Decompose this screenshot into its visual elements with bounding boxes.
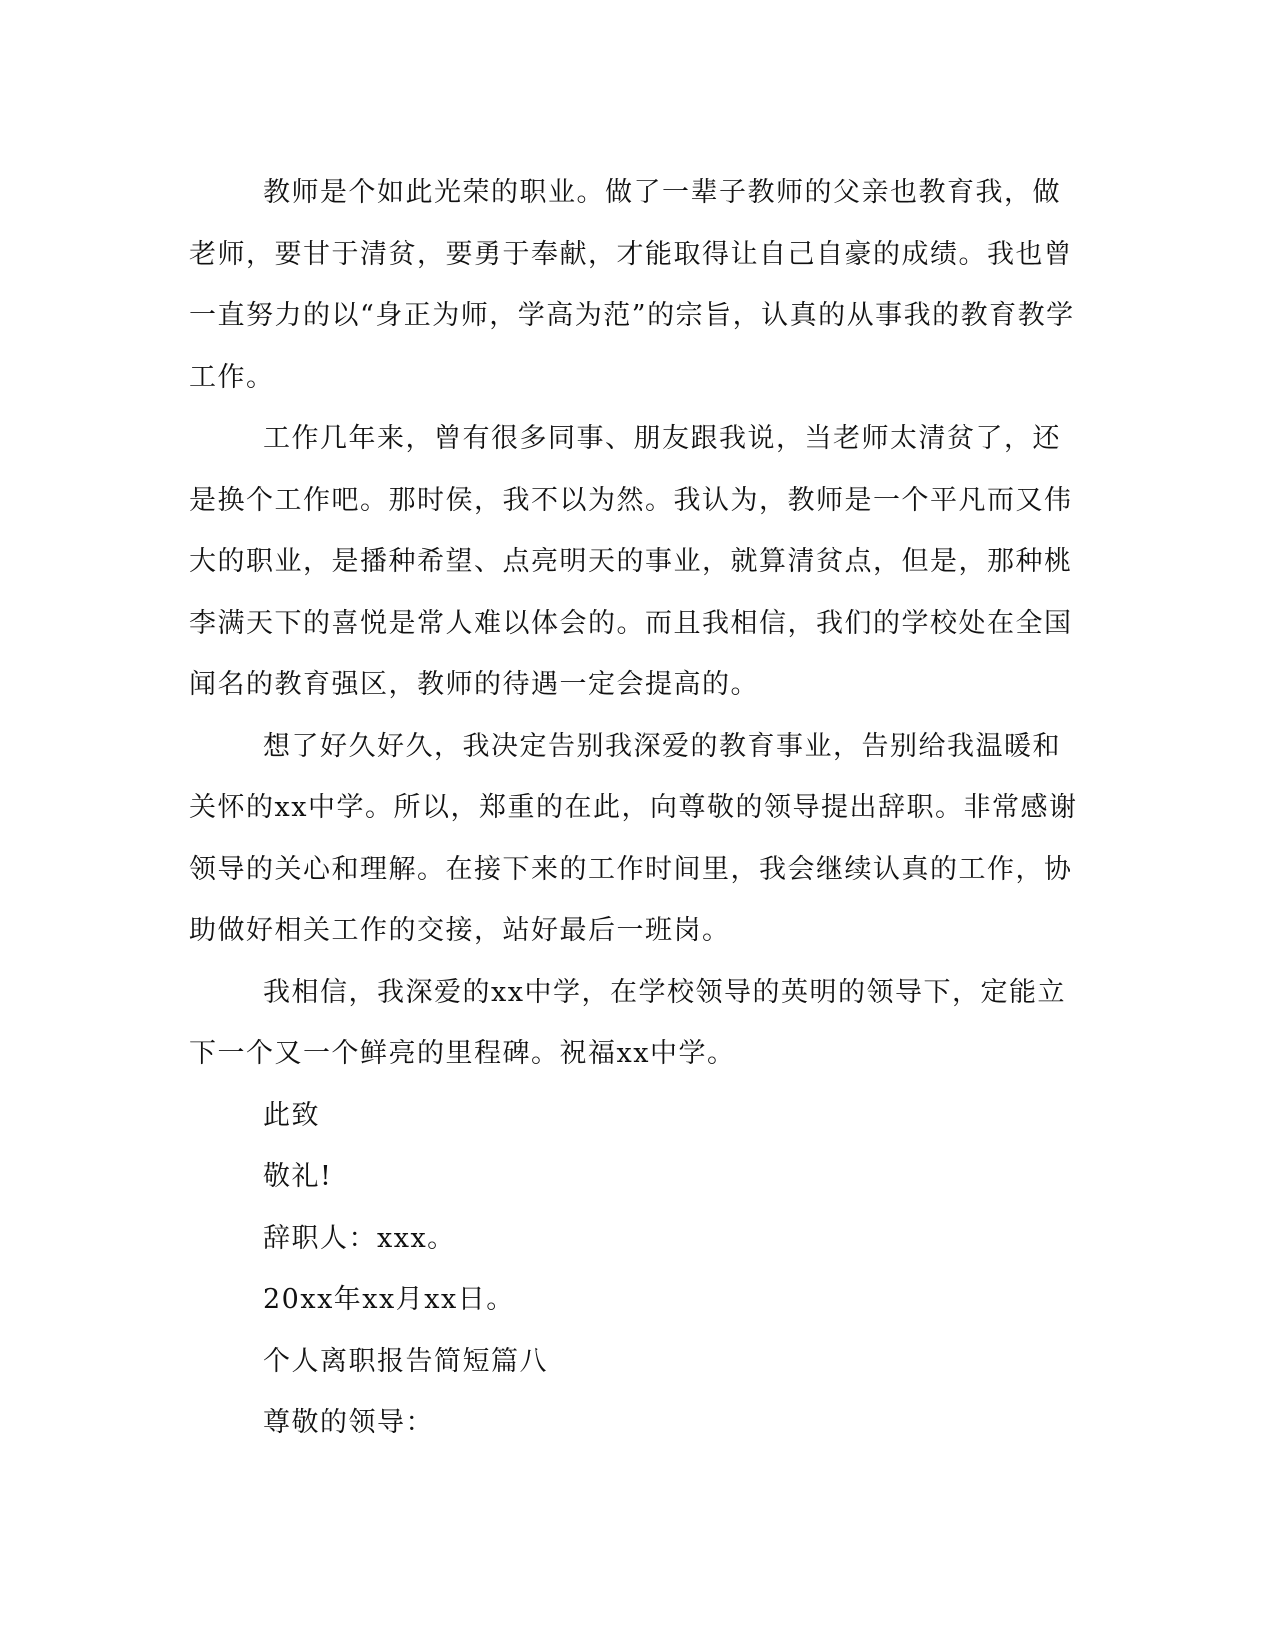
date-line: 20xx年xx月xx日。 — [263, 1284, 515, 1315]
closing-line: 此致 — [263, 1099, 320, 1131]
paragraph-years-of-work: 工作几年来，曾有很多同事、朋友跟我说，当老师太清贫了，还是换个工作吧。那时侯，我不以为然。我认为，教师是一个平凡而又伟大的职业，是播种希望、点亮明天的事业，就算清贫点，但是，那种桃李满天下的喜悦是常人难以体会的。而且我相信，我们的学校处在全国闻名的教育强区，教师的待遇一定会提高的。 — [189, 423, 1073, 700]
paragraph-resignation-decision: 想了好久好久，我决定告别我深爱的教育事业，告别给我温暖和关怀的xx中学。所以，郑重的在此，向尊敬的领导提出辞职。非常感谢领导的关心和理解。在接下来的工作时间里，我会继续认真的工作，协助做好相关工作的交接，站好最后一班岗。 — [189, 730, 1078, 946]
signature-line: 辞职人：xxx。 — [263, 1222, 456, 1254]
paragraph-best-wishes: 我相信，我深爱的xx中学，在学校领导的英明的领导下，定能立下一个又一个鲜亮的里程碑。祝福xx中学。 — [189, 976, 1066, 1069]
next-section-greeting: 尊敬的领导： — [263, 1407, 434, 1438]
salute-line: 敬礼! — [263, 1161, 333, 1192]
document-body — [189, 162, 1079, 1454]
paragraph-teacher-honor: 教师是个如此光荣的职业。做了一辈子教师的父亲也教育我，做老师，要甘于清贫，要勇于奉献，才能取得让自己自豪的成绩。我也曾一直努力的以“身正为师，学高为范”的宗旨，认真的从事我的教育教学工作。 — [189, 177, 1075, 393]
next-section-title: 个人离职报告简短篇八 — [263, 1345, 548, 1377]
